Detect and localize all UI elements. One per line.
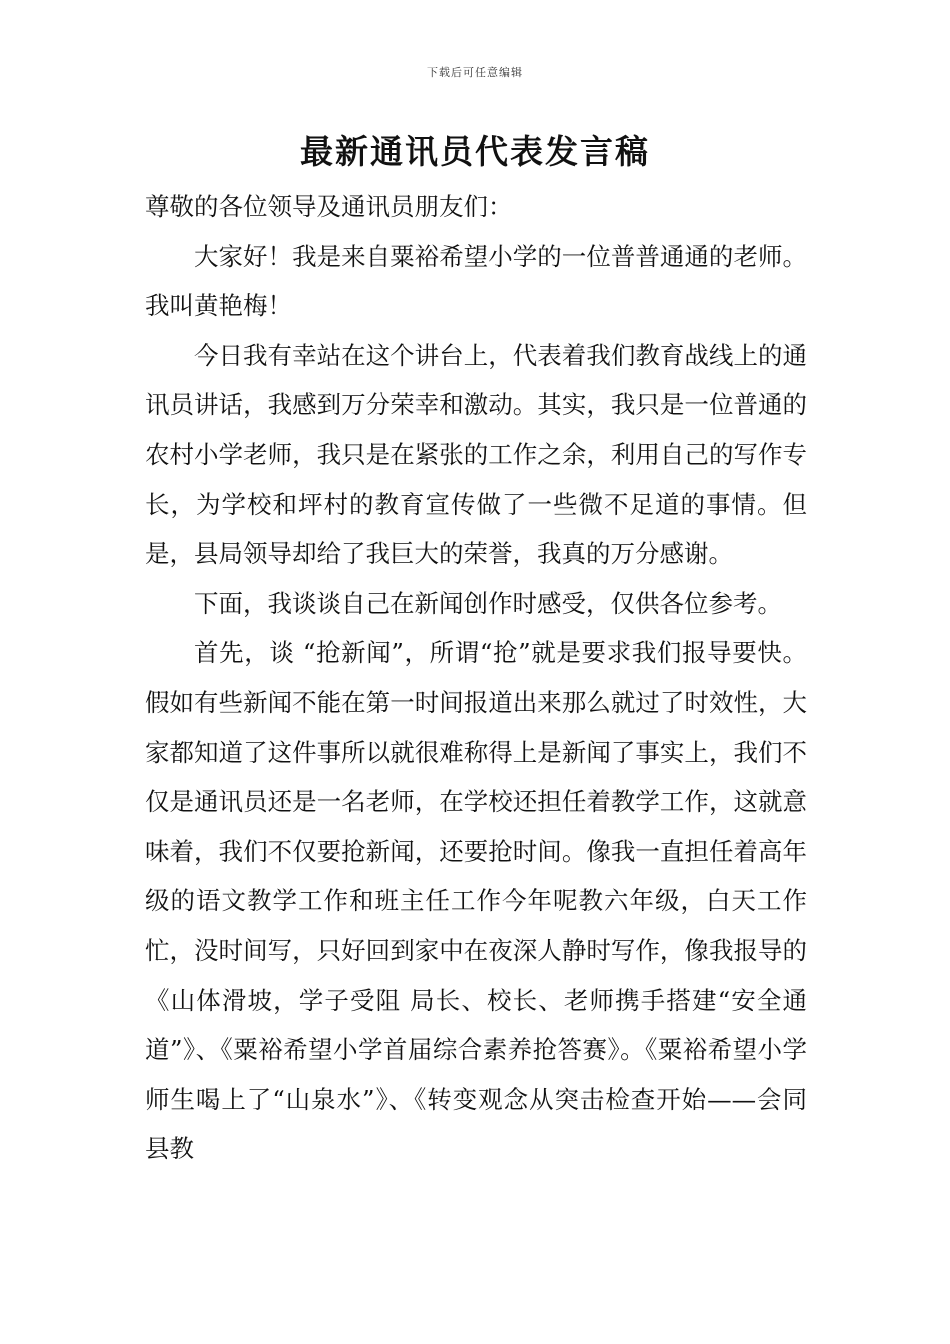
paragraph-greeting: 大家好！我是来自粟裕希望小学的一位普普通通的老师。我叫黄艳梅！ — [145, 241, 807, 321]
paragraph-first-point: 首先，谈 “抢新闻”，所谓“抢”就是要求我们报导要快。假如有些新闻不能在第一时间报道出来那么就过了时效性，大家都知道了这件事所以就很难称得上是新闻了事实上，我们不仅是通讯员还是一名老师，在学校还担任着教学工作，这就意味着，我们不仅要抢新闻，还要抢时间。像我一直担任着高年级的语文教学工作和班主任工作今年呢教六年级，白天工作忙，没时间写，只好回到家中在夜深人静时写作，像我报导的《山体滑坡，学子受阻 局长、校长、老师携手搭建“安全通道”》、《粟裕希望小学首届综合素养抢答赛》。《粟裕希望小学师生喝上了“山泉水”》、《转变观念从突击检查开始——会同县教 — [145, 638, 807, 1164]
salutation: 尊敬的各位领导及通讯员朋友们： — [145, 192, 513, 221]
document-body — [145, 182, 807, 1174]
paragraph-transition: 下面，我谈谈自己在新闻创作时感受，仅供各位参考。 — [194, 588, 782, 618]
header-note: 下载后可任意编辑 — [427, 66, 523, 79]
document-title: 最新通讯员代表发言稿 — [300, 132, 650, 171]
paragraph-introduction: 今日我有幸站在这个讲台上，代表着我们教育战线上的通讯员讲话，我感到万分荣幸和激动。其实，我只是一位普通的农村小学老师，我只是在紧张的工作之余，利用自己的写作专长，为学校和坪村的教育宣传做了一些微不足道的事情。但是，县局领导却给了我巨大的荣誉，我真的万分感谢。 — [145, 340, 807, 569]
